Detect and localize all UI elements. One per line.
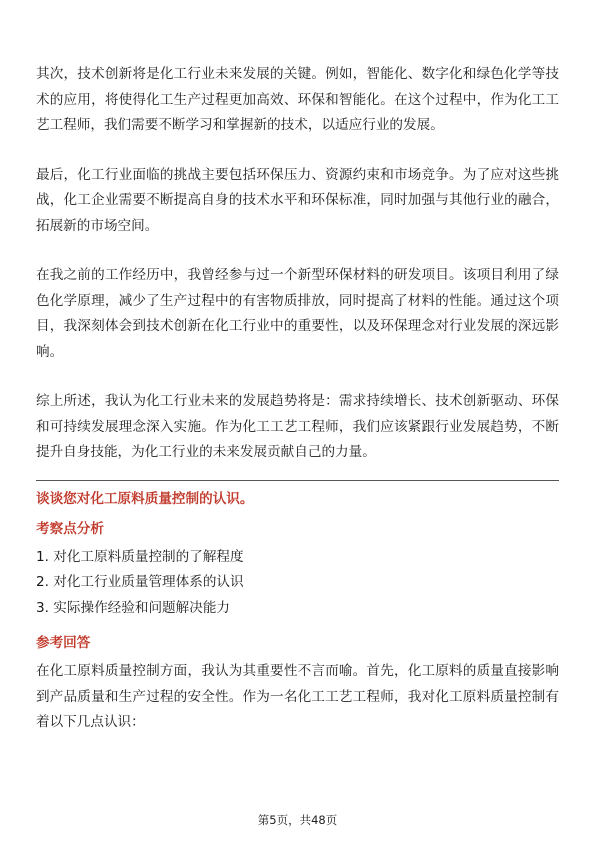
analysis-list [36,545,559,622]
page-footer: 第5页，共48页 [257,813,338,827]
section-divider [36,480,559,481]
paragraph-summary: 综上所述，我认为化工行业未来的发展趋势将是：需求持续增长、技术创新驱动、环保和可持续发展理念深入实施。作为化工工艺工程师，我们应该紧跟行业发展趋势，不断提升自身技能，为化工行业的未来发展贡献自己的力量。 [36,393,559,460]
analysis-heading: 考察点分析 [36,520,104,537]
answer-heading: 参考回答 [36,635,91,651]
list-item: 3. 实际操作经验和问题解决能力 [36,599,231,616]
paragraph-experience: 在我之前的工作经历中，我曾经参与过一个新型环保材料的研发项目。该项目利用了绿色化学原理，减少了生产过程中的有害物质排放，同时提高了材料的性能。通过这个项目，我深刻体会到技术创新在化工行业中的重要性，以及环保理念对行业发展的深远影响。 [36,267,559,360]
list-item: 1. 对化工原料质量控制的了解程度 [36,548,244,565]
answer-text: 在化工原料质量控制方面，我认为其重要性不言而喻。首先，化工原料的质量直接影响到产品质量和生产过程的安全性。作为一名化工工艺工程师，我对化工原料质量控制有着以下几点认识： [36,663,559,730]
question-title: 谈谈您对化工原料质量控制的认识。 [36,490,254,507]
paragraph-tech-innovation: 其次，技术创新将是化工行业未来发展的关键。例如，智能化、数字化和绿色化学等技术的应用，将使得化工生产过程更加高效、环保和智能化。在这个过程中，作为化工工艺工程师，我们需要不断学习和掌握新的技术，以适应行业的发展。 [36,66,559,133]
document-page [36,62,559,736]
paragraph-challenges: 最后，化工行业面临的挑战主要包括环保压力、资源约束和市场竞争。为了应对这些挑战，化工企业需要不断提高自身的技术水平和环保标准，同时加强与其他行业的融合，拓展新的市场空间。 [36,166,559,234]
list-item: 2. 对化工行业质量管理体系的认识 [36,574,244,590]
